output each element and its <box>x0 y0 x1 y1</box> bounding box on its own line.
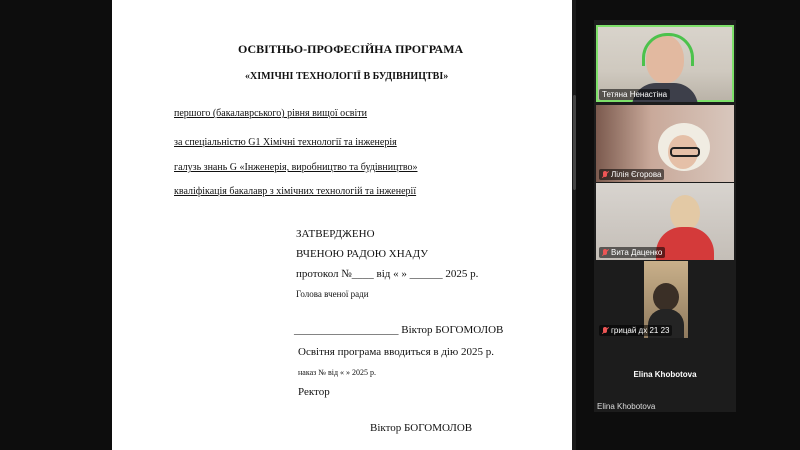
participant-tile-4[interactable] <box>596 261 734 338</box>
participant-tile-5[interactable] <box>596 339 734 399</box>
doc-council: ВЧЕНОЮ РАДОЮ ХНАДУ <box>296 248 429 260</box>
scroll-thumb[interactable] <box>573 95 576 190</box>
doc-level: першого (бакалаврського) рівня вищої освіти <box>174 108 368 119</box>
participant-tile-1[interactable] <box>596 25 734 102</box>
headset-icon <box>642 33 694 66</box>
participant-avatar <box>653 283 679 311</box>
glasses-icon <box>670 147 700 157</box>
participant-tile-2[interactable] <box>596 105 734 182</box>
shared-document <box>112 0 572 450</box>
doc-subtitle: «ХІМІЧНІ ТЕХНОЛОГІЇ В БУДІВНИЦТВІ» <box>245 71 449 82</box>
doc-rector: Ректор <box>298 386 330 398</box>
participant-name-text: Вита Даценко <box>611 248 663 257</box>
doc-specialty <box>174 137 397 148</box>
participant-name: Тетяна Ненастіна <box>599 89 670 100</box>
mic-muted-icon <box>602 171 608 178</box>
participant-name-text: грицай дх 21 23 <box>611 326 670 335</box>
doc-signature: ___________________ Віктор БОГОМОЛОВ <box>294 324 504 336</box>
mic-muted-icon <box>602 327 608 334</box>
doc-branch-text: галузь знань G «Інженерія, виробництво та будівництво» <box>174 162 418 173</box>
doc-qualification-text: кваліфікація бакалавр з хімічних технологій та інженерії <box>174 186 417 197</box>
participant-name-text: Лілія Єгорова <box>611 170 662 179</box>
participants-panel <box>594 20 736 412</box>
camera-off-name: Elina Khobotova <box>633 370 697 379</box>
doc-specialty-text: за спеціальністю G1 Хімічні технології та інженерія <box>174 137 397 148</box>
participant-name <box>599 325 672 336</box>
doc-order: наказ № від « » 2025 р. <box>298 368 377 377</box>
doc-title: ОСВІТНЬО-ПРОФЕСІЙНА ПРОГРАМА <box>238 42 464 56</box>
doc-approved: ЗАТВЕРДЖЕНО <box>296 228 375 240</box>
participant-name <box>599 247 665 258</box>
participant-tile-3[interactable] <box>596 183 734 260</box>
participant-avatar <box>670 195 700 231</box>
scroll-track[interactable] <box>572 0 576 450</box>
doc-branch <box>174 162 417 173</box>
doc-effective: Освітня програма вводиться в дію 2025 р. <box>298 346 494 358</box>
doc-council-head: Голова вченої ради <box>296 289 369 299</box>
doc-rector-name: Віктор БОГОМОЛОВ <box>370 422 473 434</box>
participant-name <box>599 169 664 180</box>
doc-protocol: протокол №____ від « » ______ 2025 р. <box>296 268 479 280</box>
doc-qualification <box>174 186 416 197</box>
self-name-label: Elina Khobotova <box>597 402 656 411</box>
mic-muted-icon <box>602 249 608 256</box>
